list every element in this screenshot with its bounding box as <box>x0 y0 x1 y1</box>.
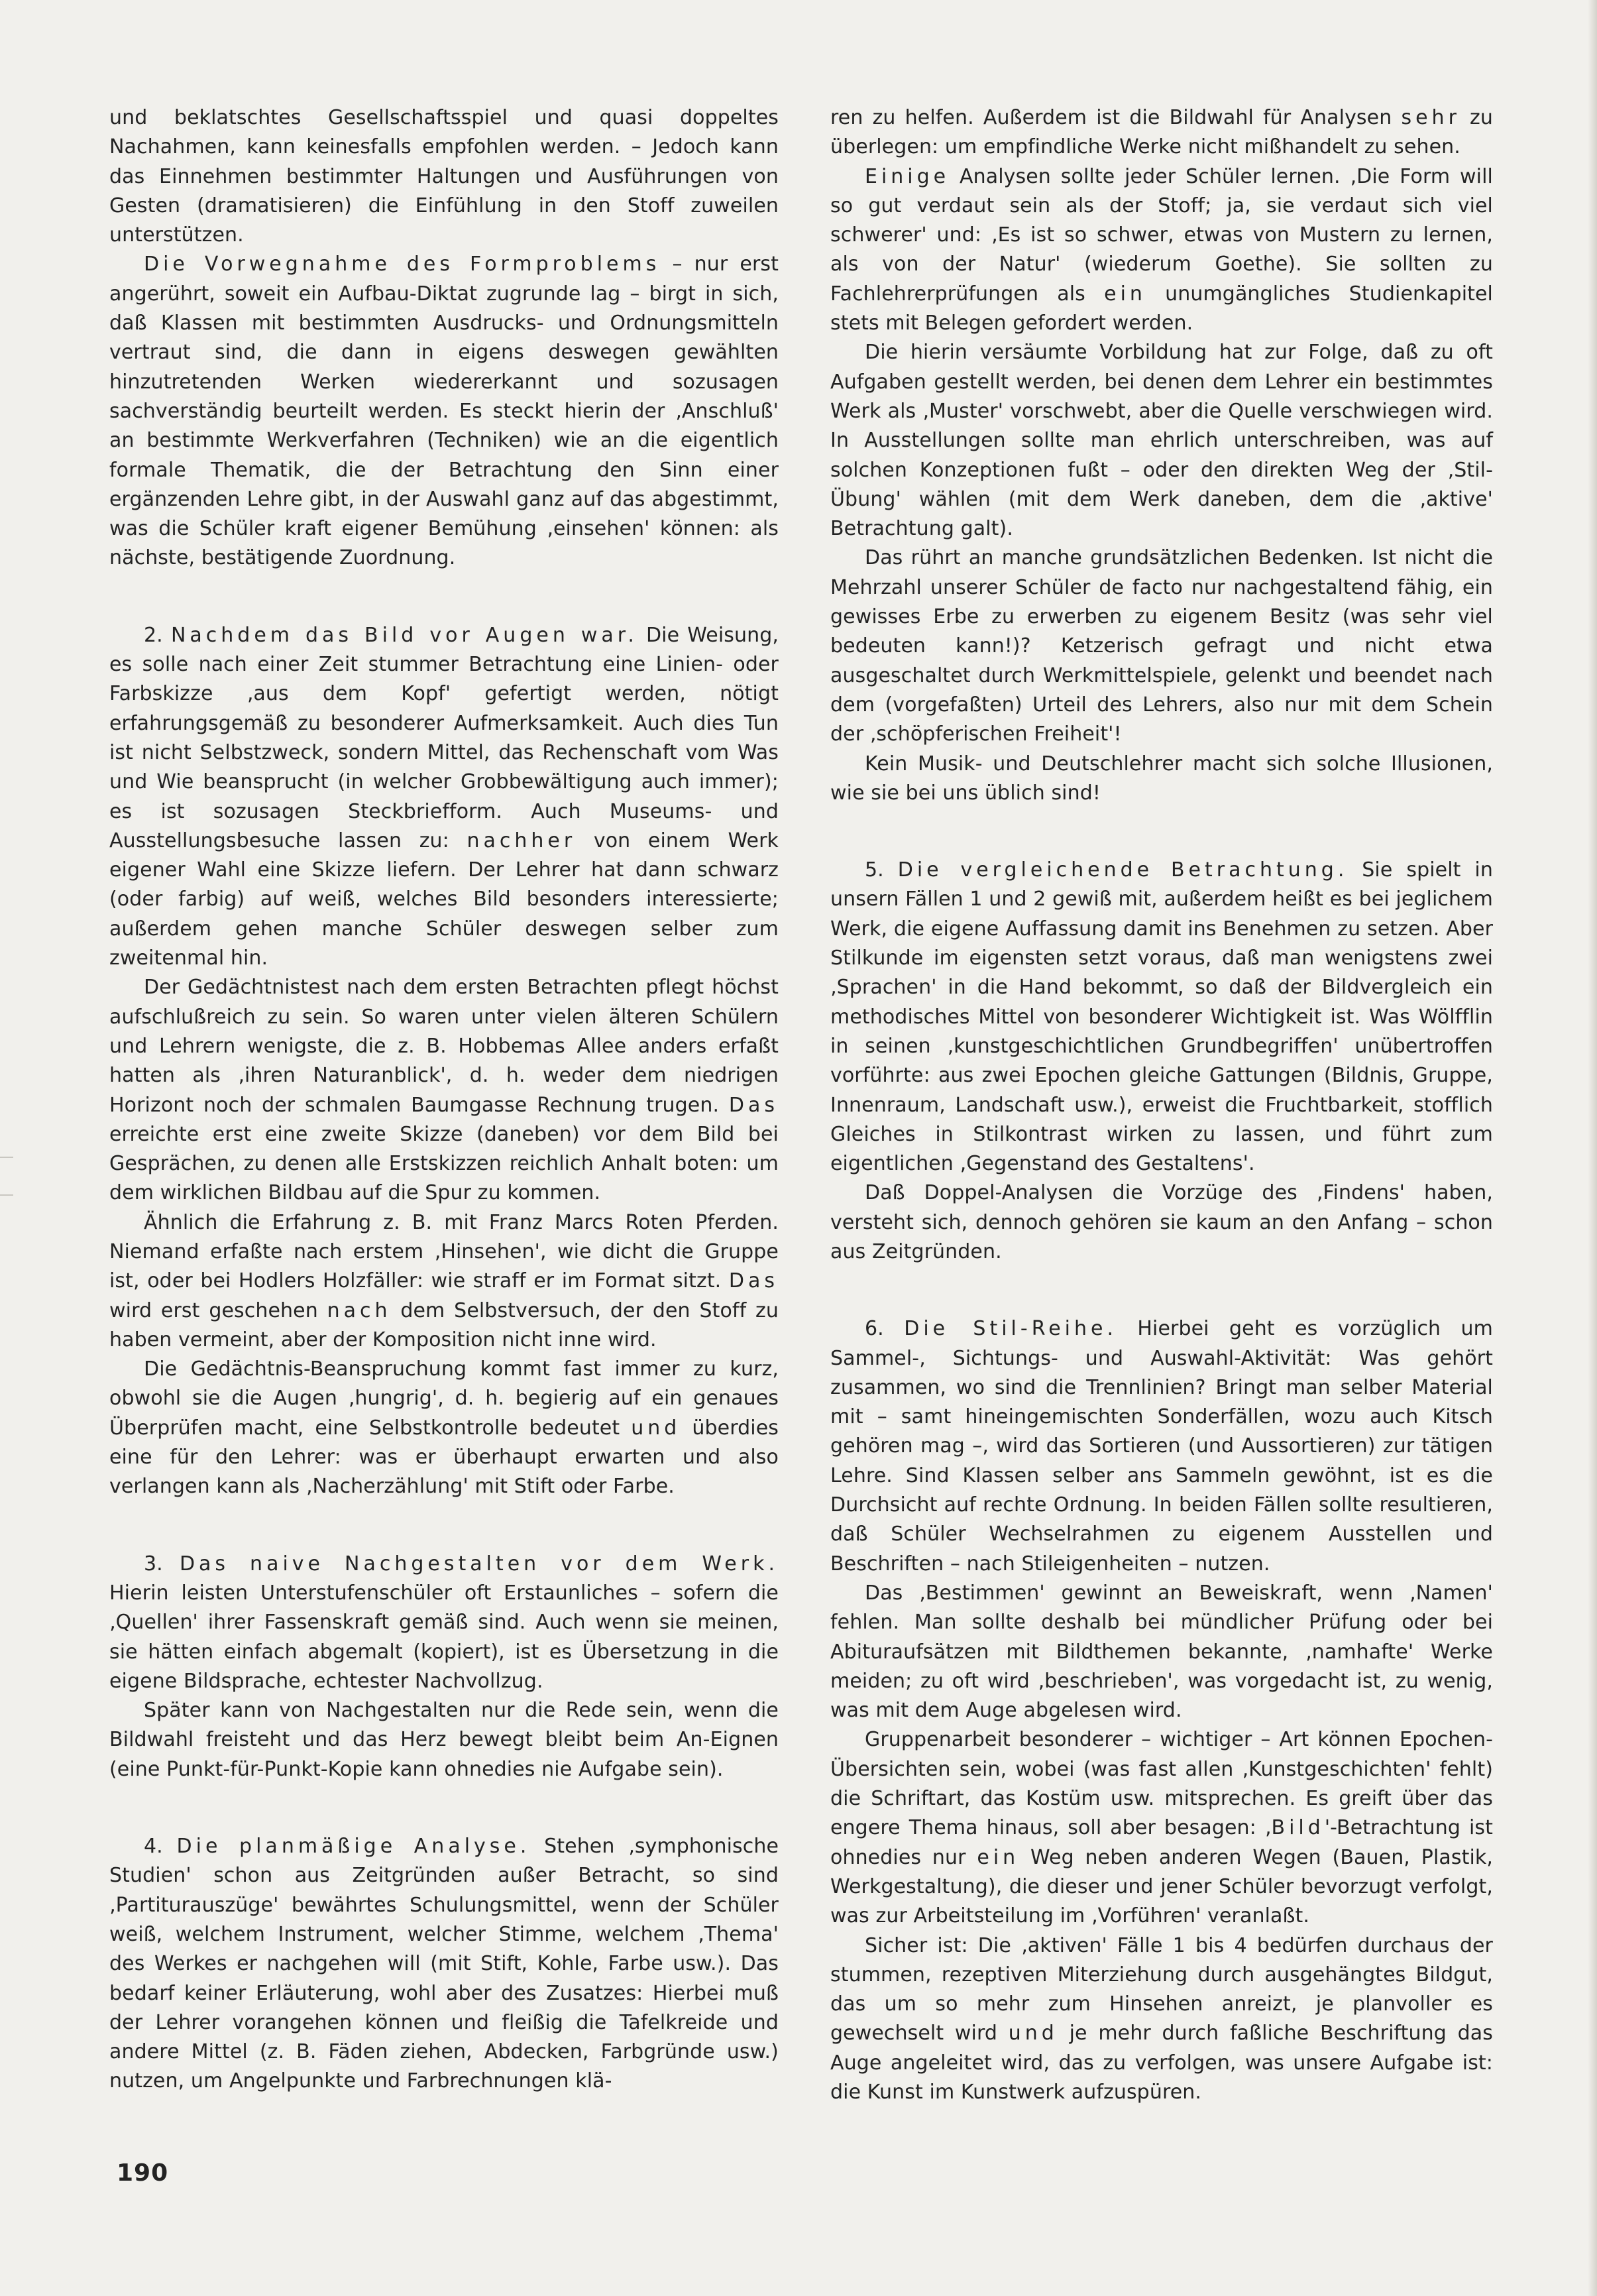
section-2-after-viewing <box>109 621 779 974</box>
text-run: Sie spielt in unsern Fällen 1 und 2 gewiß mit, außerdem heißt es bei jeglichem Werk, die eigene Auffassung damit ins Benehmen zu setzen. Aber Stilkunde im eigensten setzt voraus, daß man wenigstens zwei ‚Sprachen' in die Hand bekommt, so daß der Bildvergleich ein methodisches Mittel von besonderer Wichtigkeit ist. Was Wölfflin in seinen ‚kunstgeschichtlichen Grundbegriffen' unübertroffen vorführte: aus zwei Epochen gleiche Gattungen (Bildnis, Gruppe, Innenraum, Landschaft usw.), erweist die Fruchtbarkeit, stofflich Gleiches in Stilkontrast wirken zu lassen, und führt zum eigentlichen ‚Gegenstand des Gestaltens'. <box>830 858 1493 1176</box>
paragraph-memory-test <box>109 973 779 1208</box>
text-run: Ähnlich die Erfahrung z. B. mit Franz Marcs Roten Pferden. Niemand erfaßte nach erstem ‚Hinsehen', wie dicht die Gruppe ist, oder bei Hodlers Holzfäller: wie straff er im Format sitzt. <box>109 1210 779 1293</box>
text-run: zu überlegen: um empfindliche Werke nicht mißhandelt zu sehen. <box>830 106 1493 159</box>
right-text-column <box>830 103 1493 2107</box>
text-run: überdies eine für den Lehrer: was er überhaupt erwarten und also verlangen kann als ‚Nacherzählung' mit Stift oder Farbe. <box>109 1416 779 1499</box>
paragraph-fundamental-doubts <box>830 544 1493 749</box>
text-run: Sicher ist: Die ‚aktiven' Fälle 1 bis 4 bedürfen durchaus der stummen, rezeptiven Miterziehung durch ausgehängtes Bildgut, das um so mehr zum Hinsehen anreizt, je planvoller es gewechselt wird <box>830 1933 1493 2045</box>
paragraph-later-recreation <box>109 1696 779 1784</box>
text-run: von einem Werk eigener Wahl eine Skizze liefern. Der Lehrer hat dann schwarz (oder farbig) auf weiß, welches Bild besonders interessierte; außerdem gehen manche Schüler deswegen selber zum zweitenmal hin. <box>109 829 779 970</box>
emphasized-text: Das <box>728 1093 779 1117</box>
text-run: 3. <box>144 1552 180 1576</box>
paragraph-marc-hodler <box>109 1208 779 1355</box>
section-4-planned-analysis <box>109 1832 779 2096</box>
text-run: 5. <box>865 858 898 882</box>
emphasized-text: Die vergleichende Betrachtung. <box>897 858 1349 882</box>
text-run: Analysen sollte jeder Schüler lernen. ‚Die Form will so gut verdaut sein als der Stoff; ja, sie verdaut sich viel schwerer' und: ‚Es ist so schwer, etwas von Mustern zu lernen, als von der Natur' (wiederum Goethe). Sie sollten zu Fachlehrerprüfungen als <box>830 164 1493 306</box>
left-text-column <box>109 103 779 2096</box>
text-run: Hierin leisten Unterstufenschüler oft Erstaunliches – sofern die ‚Quellen' ihrer Fassenskraft gemäß sind. Auch wenn sie meinen, sie hätten einfach abgemalt (kopiert), ist es Übersetzung in die eigene Bildsprache, echtester Nachvollzug. <box>109 1581 779 1693</box>
section-6-style-series <box>830 1314 1493 1579</box>
text-run: 4. <box>144 1835 177 1859</box>
text-run: – nur erst angerührt, soweit ein Aufbau-Diktat zugrunde lag – birgt in sich, daß Klassen mit bestimmten Ausdrucks- und Ordnungsmitteln vertraut sind, die dann in eigens deswegen gewählten hinzutretenden Werken wiedererkannt und sozusagen sachverständig beurteilt werden. Es steckt hierin der ‚Anschluß' an bestimmte Werkverfahren (Techniken) wie an die eigentlich formale Thematik, die der Betrachtung den Sinn einer ergänzenden Lehre gibt, in der Auswahl ganz auf das abgestimmt, was die Schüler kraft eigener Bemühung ‚einsehen' können: als nächste, bestätigende Zuordnung. <box>109 253 779 570</box>
paragraph-no-illusions <box>830 750 1493 809</box>
page-number: 190 <box>117 2159 169 2187</box>
text-run: 6. <box>865 1317 905 1341</box>
margin-mark <box>0 1157 13 1196</box>
emphasized-text: ein <box>977 1845 1020 1869</box>
text-run: Kein Musik- und Deutschlehrer macht sich solche Illusionen, wie sie bei uns üblich sind! <box>830 752 1493 805</box>
emphasized-text: Das <box>728 1269 779 1293</box>
emphasized-text: Die Stil-Reihe. <box>904 1317 1117 1341</box>
emphasized-text: ein <box>1104 282 1146 306</box>
emphasized-text: Einige <box>865 164 950 188</box>
emphasized-text: sehr <box>1401 106 1460 129</box>
paragraph-conclusion <box>830 1931 1493 2108</box>
text-run: Der Gedächtnistest nach dem ersten Betrachten pflegt höchst aufschlußreich zu sein. So waren unter vielen älteren Schülern und Lehrern wenigste, die z. B. Hobbemas Allee anders erfaßt hatten als ‚ihren Naturanblick', d. h. weder dem niedrigen Horizont noch der schmalen Baumgasse Rechnung trugen. <box>109 976 779 1117</box>
paragraph-form-problem <box>109 250 779 573</box>
emphasized-text: nachher <box>467 829 577 852</box>
text-run: Später kann von Nachgestalten nur die Rede sein, wenn die Bildwahl freisteht und das Herz bewegt bleibt beim An-Eignen (eine Punkt-für-Punkt-Kopie kann ohnedies nie Aufgabe sein). <box>109 1699 779 1781</box>
text-run: und beklatschtes Gesellschaftsspiel und quasi doppeltes Nachahmen, kann keinesfalls empfohlen werden. – Jedoch kann das Einnehmen bestimmter Haltungen und Ausführungen von Gesten (dramatisieren) die Einfühlung in den Stoff zuweilen unterstützen. <box>109 106 779 247</box>
emphasized-text: Nachdem das Bild vor Augen war. <box>170 623 638 647</box>
emphasized-text: und <box>631 1416 681 1440</box>
section-5-comparative-viewing <box>830 856 1493 1178</box>
paragraph-determining <box>830 1579 1493 1725</box>
text-run: 2. <box>144 623 171 647</box>
text-run: erreichte erst eine zweite Skizze (daneben) vor dem Bild bei Gesprächen, zu denen alle Erstskizzen reichlich Anhalt boten: um dem wirklichen Bildbau auf die Spur zu kommen. <box>109 1122 779 1205</box>
text-run: Daß Doppel-Analysen die Vorzüge des ‚Findens' haben, versteht sich, dennoch gehören sie kaum an den Anfang – schon aus Zeitgründen. <box>830 1181 1493 1263</box>
text-run: Die Gedächtnis-Beanspruchung kommt fast immer zu kurz, obwohl sie die Augen ‚hungrig', d. h. begierig auf ein genaues Überprüfen macht, eine Selbstkontrolle bedeutet <box>109 1357 779 1440</box>
paragraph-continued-text <box>109 103 779 250</box>
emphasized-text: Bild <box>1271 1816 1325 1840</box>
paragraph-double-analyses <box>830 1178 1493 1267</box>
text-run: unumgängliches Studienkapitel stets mit Belegen gefordert werden. <box>830 282 1493 335</box>
paragraph-group-work <box>830 1725 1493 1931</box>
emphasized-text: und <box>1008 2022 1058 2045</box>
text-run: Gruppenarbeit besonderer – wichtiger – Art können Epochen-Übersichten sein, wobei (was fast allen ‚Kunstgeschichten' fehlt) die Schriftart, das Kostüm usw. mitsprechen. Es greift über das engere Thema hinaus, soll aber besagen: ‚ <box>830 1728 1493 1840</box>
paragraph-neglected-training <box>830 338 1493 544</box>
text-run: Die Weisung, es solle nach einer Zeit stummer Betrachtung eine Linien- oder Farbskizze ‚aus dem Kopf' gefertigt werden, nötigt erfahrungsgemäß zu besonderer Aufmerksamkeit. Auch dies Tun ist nicht Selbstzweck, sondern Mittel, das Rechenschaft vom Was und Wie beansprucht (in welcher Grobbewältigung auch immer); es ist sozusagen Steckbriefform. Auch Museums- und Ausstellungsbesuche lassen zu: <box>109 623 779 852</box>
emphasized-text: Die Vorwegnahme des Formproblems <box>144 253 661 276</box>
paragraph-analysis-continued <box>830 103 1493 162</box>
text-run: Das ‚Bestimmen' gewinnt an Beweiskraft, wenn ‚Namen' fehlen. Man sollte deshalb bei mündlicher Prüfung oder bei Abituraufsätzen mit Bildthemen bekannte, ‚namhafte' Werke meiden; zu oft wird ‚beschrieben', was vorgedacht ist, zu wenig, was mit dem Auge abgelesen wird. <box>830 1581 1493 1723</box>
text-run: je mehr durch faßliche Beschriftung das Auge angeleitet wird, das zu verfolgen, was unsere Aufgabe ist: die Kunst im Kunstwerk aufzuspüren. <box>830 2022 1493 2104</box>
emphasized-text: Das naive Nachgestalten vor dem Werk. <box>179 1552 779 1576</box>
section-3-naive-recreation <box>109 1550 779 1696</box>
text-run: '-Betrachtung ist ohnedies nur <box>830 1816 1494 1869</box>
text-run: Stehen ‚symphonische Studien' schon aus Zeitgründen außer Betracht, so sind ‚Partiturauszüge' bewährtes Schulungsmittel, wenn der Schüler weiß, welchem Instrument, welcher Stimme, welchem ‚Thema' des Werkes er nachgehen will (mit Stift, Kohle, Farbe usw.). Das bedarf keiner Erläuterung, wohl aber des Zusatzes: Hierbei muß der Lehrer vorangehen können und fleißig die Tafelkreide und andere Mittel (z. B. Fäden ziehen, Abdecken, Farbgründe usw.) nutzen, um Angelpunkte und Farbrechnungen klä- <box>109 1835 779 2093</box>
text-run: Die hierin versäumte Vorbildung hat zur Folge, daß zu oft Aufgaben gestellt werden, bei denen dem Lehrer ein bestimmtes Werk als ‚Muster' vorschwebt, aber die Quelle verschwiegen wird. In Ausstellungen sollte man ehrlich unterschreiben, was auf solchen Konzeptionen fußt – oder den direkten Weg der ‚Stil-Übung' wählen (mit dem Werk daneben, dem die ‚aktive' Betrachtung galt). <box>830 341 1493 541</box>
text-run: Weg neben anderen Wegen (Bauen, Plastik, Werkgestaltung), die dieser und jener Schüler bevorzugt verfolgt, was zur Arbeitsteilung im ‚Vorführen' veranlaßt. <box>830 1845 1493 1928</box>
text-run: dem Selbstversuch, der den Stoff zu haben vermeint, aber der Komposition nicht inne wird. <box>109 1298 779 1351</box>
text-run: ren zu helfen. Außerdem ist die Bildwahl für Analysen <box>830 106 1402 129</box>
emphasized-text: nach <box>327 1298 392 1322</box>
paragraph-memory-strain <box>109 1355 779 1501</box>
text-run: Das rührt an manche grundsätzlichen Bedenken. Ist nicht die Mehrzahl unserer Schüler de facto nur nachgestaltend fähig, ein gewisses Erbe zu erwerben zu eigenem Besitz (was sehr viel bedeuten kann!)? Ketzerisch gefragt und nicht etwa ausgeschaltet durch Werkmittelspiele, gelenkt und beendet nach dem (vorgefaßten) Urteil des Lehrers, also nur mit dem Schein der ‚schöpferischen Freiheit'! <box>830 546 1493 746</box>
page-edge-shadow <box>1588 0 1597 2296</box>
text-run: wird erst geschehen <box>109 1298 327 1322</box>
paragraph-some-analyses <box>830 162 1493 339</box>
emphasized-text: Die planmäßige Analyse. <box>176 1835 531 1859</box>
text-run: Hierbei geht es vorzüglich um Sammel-, Sichtungs- und Auswahl-Aktivität: Was gehört zusammen, wo sind die Trennlinien? Bringt man selber Material mit – samt hineingemischten Sonderfällen, wozu auch Kitsch gehören mag –, wird das Sortieren (und Aussortieren) zur tätigen Lehre. Sind Klassen selber ans Sammeln gewöhnt, ist es die Durchsicht auf rechte Ordnung. In beiden Fällen sollte resultieren, daß Schüler Wechselrahmen zu eigenem Ausstellen und Beschriften – nach Stileigenheiten – nutzen. <box>830 1317 1493 1576</box>
